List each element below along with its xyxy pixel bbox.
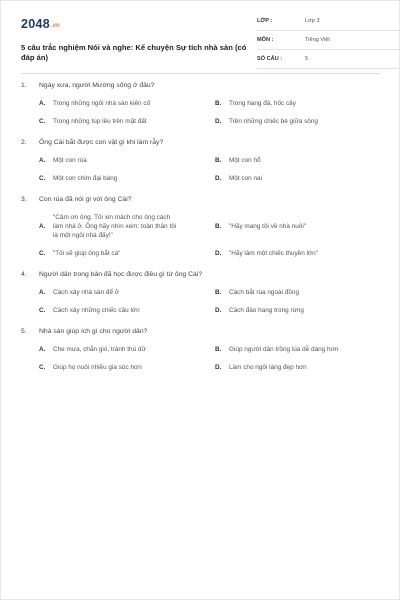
header-divider: [21, 73, 381, 74]
option-letter: B.: [215, 157, 222, 164]
logo-domain-text: .vn: [51, 23, 60, 29]
meta-class-row: [257, 15, 399, 31]
answer-options: [21, 288, 381, 315]
question-text: [21, 195, 381, 205]
option-c[interactable]: [39, 117, 211, 126]
option-a[interactable]: [39, 156, 211, 165]
question-2: [21, 138, 381, 183]
option-d[interactable]: [215, 363, 387, 372]
meta-count-row: [257, 53, 399, 69]
option-letter: A.: [39, 289, 46, 296]
option-letter: C.: [39, 307, 46, 314]
option-text: "Hãy làm một chiếc thuyền lớn": [229, 250, 319, 257]
question-prompt: Nhà sàn giúp ích gì cho người dân?: [39, 328, 148, 335]
option-a[interactable]: [39, 213, 211, 240]
meta-count-value: 5: [305, 56, 309, 62]
option-text: Che mưa, chắn gió, tránh thú dữ: [53, 346, 146, 353]
option-text: Trong những túp lều trên mặt đất: [53, 118, 147, 125]
option-b[interactable]: [215, 213, 387, 240]
meta-subject-value: Tiếng Việt: [305, 37, 330, 43]
question-number: 3.: [21, 196, 27, 203]
option-c[interactable]: [39, 306, 211, 315]
question-number: 2.: [21, 139, 27, 146]
option-text: Một con hổ: [229, 157, 261, 164]
question-prompt: Ngày xưa, người Mường sống ở đâu?: [39, 82, 155, 89]
question-text: [21, 270, 381, 280]
option-a[interactable]: [39, 99, 211, 108]
answer-options: [21, 213, 381, 258]
option-c[interactable]: [39, 249, 211, 258]
option-text: Giúp người dân trồng lúa dễ dàng hơn: [229, 346, 339, 353]
option-text: Một con nai: [229, 175, 263, 182]
option-letter: D.: [215, 364, 222, 371]
meta-class-value: Lớp 3: [305, 18, 320, 24]
option-letter: D.: [215, 175, 222, 182]
option-letter: A.: [39, 223, 46, 230]
question-text: [21, 327, 381, 337]
option-d[interactable]: [215, 306, 387, 315]
option-letter: D.: [215, 118, 222, 125]
option-d[interactable]: [215, 174, 387, 183]
question-5: [21, 327, 381, 372]
worksheet-meta: [257, 15, 399, 72]
option-text: Trên những chiếc bè giữa sông: [229, 118, 318, 125]
option-text: "Tôi sẽ giúp ông bắt cá": [53, 250, 121, 257]
question-prompt: Người dân trong bản đã học được điều gì từ ông Cài?: [39, 271, 203, 278]
option-text: Làm cho ngôi làng đẹp hơn: [229, 364, 307, 371]
option-a[interactable]: [39, 288, 211, 297]
option-d[interactable]: [215, 117, 387, 126]
option-text: Cách bắt rùa ngoài đồng: [229, 289, 299, 296]
option-letter: C.: [39, 175, 46, 182]
option-letter: B.: [215, 100, 222, 107]
option-text: Cách đào hang trong rừng: [229, 307, 304, 314]
question-4: [21, 270, 381, 315]
option-c[interactable]: [39, 363, 211, 372]
worksheet-header: [21, 13, 381, 69]
question-list: [21, 81, 381, 384]
option-b[interactable]: [215, 345, 387, 354]
option-text: Giúp họ nuôi nhiều gia súc hơn: [53, 364, 142, 371]
option-letter: C.: [39, 364, 46, 371]
logo-main-text: 2048: [21, 17, 51, 31]
option-text: Cách xây nhà sàn để ở: [53, 289, 120, 296]
option-letter: B.: [215, 223, 222, 230]
site-logo[interactable]: [21, 15, 60, 31]
question-number: 5.: [21, 328, 27, 335]
question-1: [21, 81, 381, 126]
question-text: [21, 81, 381, 91]
option-text: Trong hang đá, hốc cây: [229, 100, 296, 107]
option-b[interactable]: [215, 288, 387, 297]
meta-class-label: LỚP :: [257, 18, 273, 24]
answer-options: [21, 99, 381, 126]
option-letter: C.: [39, 250, 46, 257]
question-prompt: Ông Cài bắt được con vật gì khi làm rẫy?: [39, 139, 164, 146]
question-text: [21, 138, 381, 148]
option-d[interactable]: [215, 249, 387, 258]
option-letter: B.: [215, 346, 222, 353]
question-prompt: Con rùa đã nói gì với ông Cài?: [39, 196, 132, 203]
option-text: "Hãy mang tôi về nhà nuôi": [229, 223, 307, 230]
option-text: "Cảm ơn ông. Tôi xin mách cho ông cách làm nhà ở. Ông hãy nhìn xem: toàn thân tôi là một ngôi nhà đấy!": [53, 214, 177, 239]
option-c[interactable]: [39, 174, 211, 183]
option-text: Một con rùa: [53, 157, 87, 164]
option-letter: A.: [39, 100, 46, 107]
worksheet-title: 5 câu trắc nghiệm Nói và nghe: Kể chuyện Sự tích nhà sàn (có đáp án): [21, 43, 247, 62]
meta-count-label: SỐ CÂU :: [257, 56, 283, 62]
answer-options: [21, 156, 381, 183]
question-number: 4.: [21, 271, 27, 278]
option-letter: D.: [215, 250, 222, 257]
option-letter: A.: [39, 157, 46, 164]
option-text: Cách xây những chiếc cầu lớn: [53, 307, 140, 314]
option-text: Trong những ngôi nhà sàn kiên cố: [53, 100, 151, 107]
meta-subject-label: MÔN :: [257, 37, 274, 43]
option-letter: C.: [39, 118, 46, 125]
option-letter: D.: [215, 307, 222, 314]
question-3: [21, 195, 381, 258]
option-letter: B.: [215, 289, 222, 296]
option-a[interactable]: [39, 345, 211, 354]
option-letter: A.: [39, 346, 46, 353]
answer-options: [21, 345, 381, 372]
question-number: 1.: [21, 82, 27, 89]
option-b[interactable]: [215, 99, 387, 108]
option-text: Một con chim đại bàng: [53, 175, 118, 182]
option-b[interactable]: [215, 156, 387, 165]
meta-subject-row: [257, 34, 399, 50]
